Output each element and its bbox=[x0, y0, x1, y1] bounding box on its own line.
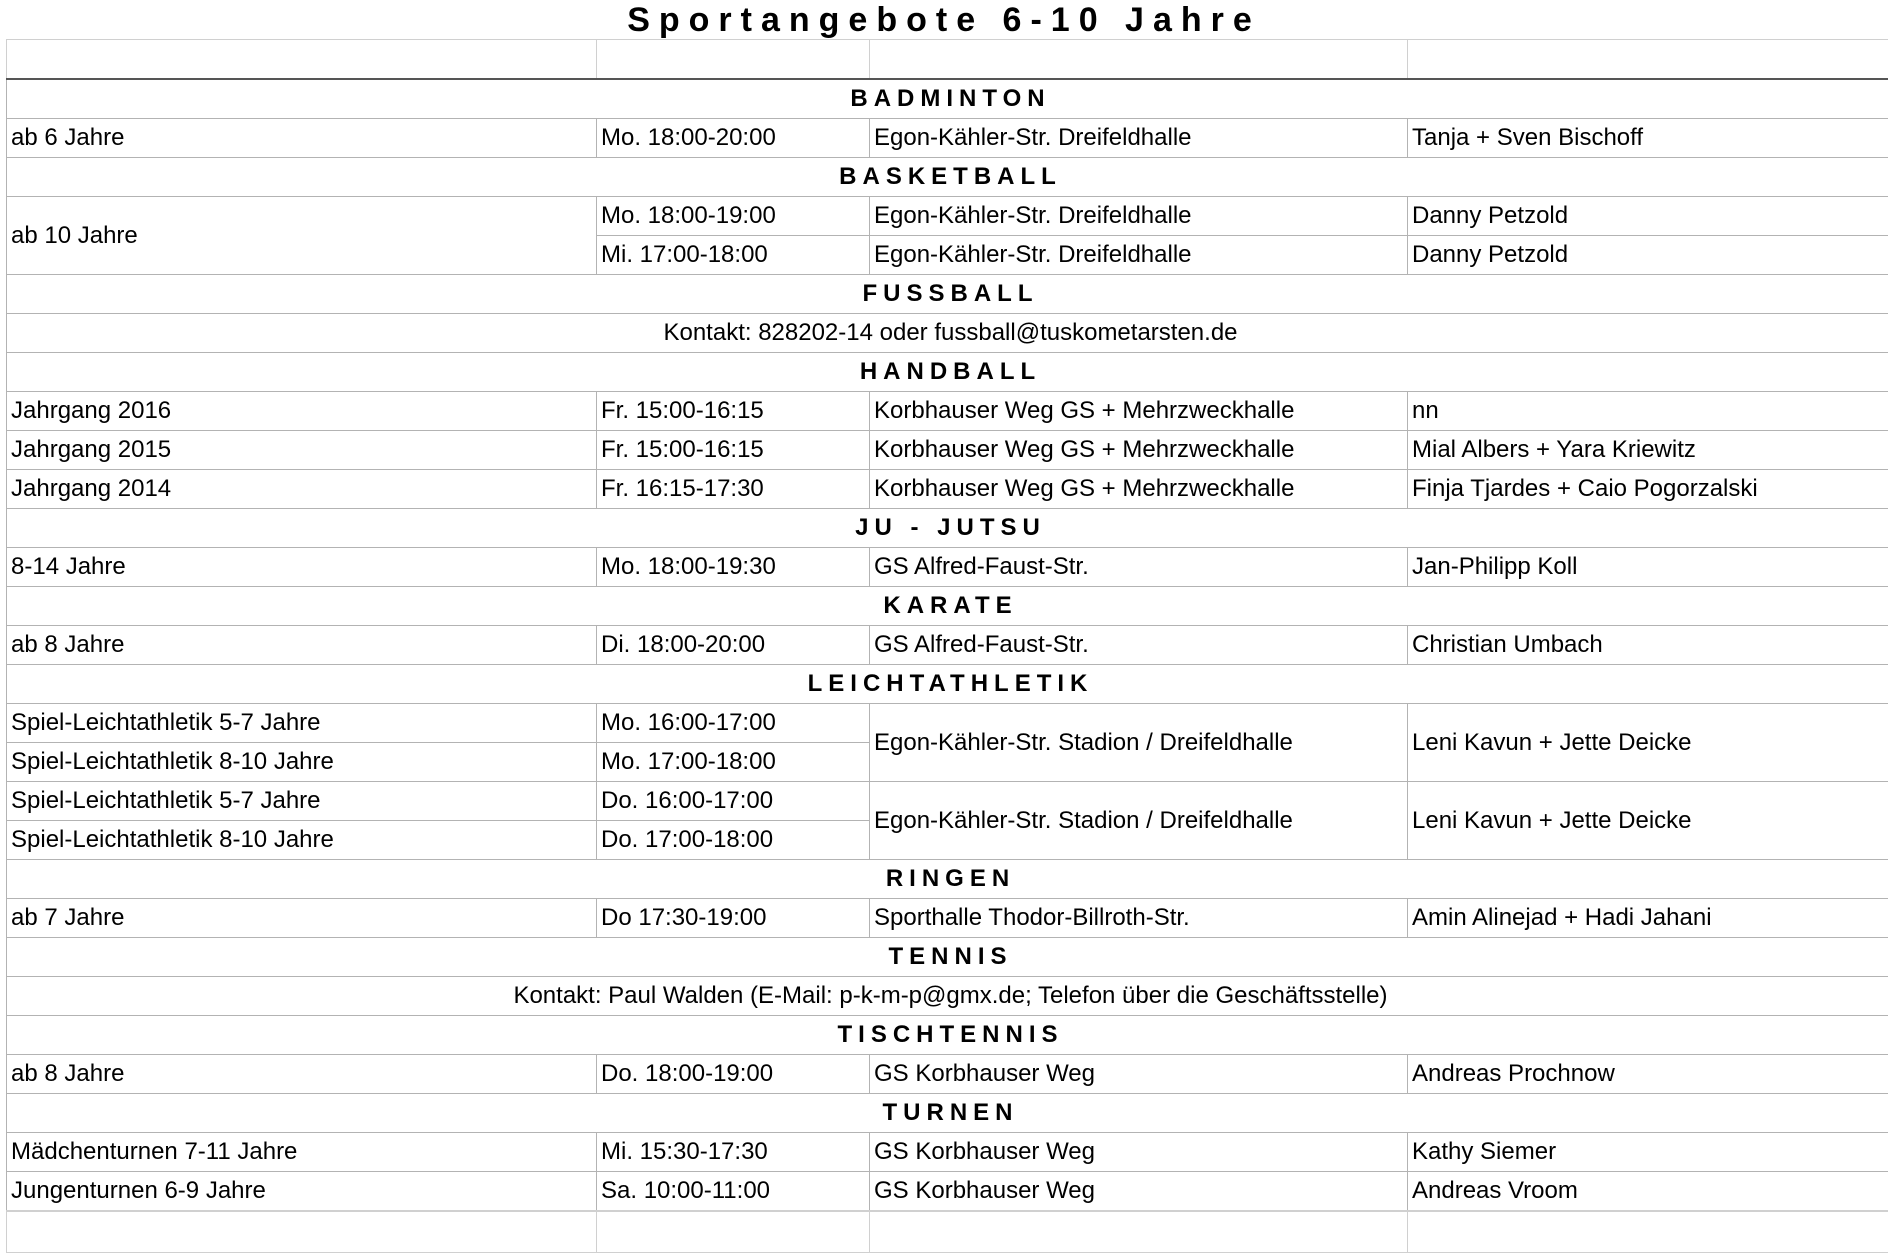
place-cell[interactable]: Korbhauser Weg GS + Mehrzweckhalle bbox=[870, 431, 1408, 470]
section-header-basketball bbox=[7, 158, 1888, 197]
page-title: Sportangebote 6-10 Jahre bbox=[0, 0, 1888, 39]
time-cell[interactable]: Mo. 18:00-19:00 bbox=[597, 197, 870, 236]
section-title[interactable]: BADMINTON bbox=[7, 79, 1888, 119]
section-title[interactable]: RINGEN bbox=[7, 860, 1888, 899]
group-cell[interactable]: Jahrgang 2014 bbox=[7, 470, 597, 509]
place-cell[interactable]: GS Korbhauser Weg bbox=[870, 1133, 1408, 1172]
time-cell[interactable]: Mo. 18:00-20:00 bbox=[597, 119, 870, 158]
section-header-leichtathletik bbox=[7, 665, 1888, 704]
section-title[interactable]: LEICHTATHLETIK bbox=[7, 665, 1888, 704]
trainer-cell[interactable]: Mial Albers + Yara Kriewitz bbox=[1408, 431, 1888, 470]
table-row bbox=[7, 119, 1888, 158]
place-cell[interactable]: Korbhauser Weg GS + Mehrzweckhalle bbox=[870, 470, 1408, 509]
place-cell[interactable]: Egon-Kähler-Str. Stadion / Dreifeldhalle bbox=[870, 782, 1408, 860]
place-cell[interactable]: Egon-Kähler-Str. Dreifeldhalle bbox=[870, 197, 1408, 236]
table-row bbox=[7, 1055, 1888, 1094]
trainer-cell[interactable]: nn bbox=[1408, 392, 1888, 431]
section-header-ringen bbox=[7, 860, 1888, 899]
empty-cell[interactable] bbox=[597, 40, 870, 80]
time-cell[interactable]: Do. 16:00-17:00 bbox=[597, 782, 870, 821]
time-cell[interactable]: Mo. 18:00-19:30 bbox=[597, 548, 870, 587]
trainer-cell[interactable]: Leni Kavun + Jette Deicke bbox=[1408, 704, 1888, 782]
trainer-cell[interactable]: Danny Petzold bbox=[1408, 236, 1888, 275]
table-row bbox=[7, 197, 1888, 236]
empty-cell[interactable] bbox=[7, 40, 597, 80]
empty-cell[interactable] bbox=[7, 1211, 597, 1253]
section-title[interactable]: TENNIS bbox=[7, 938, 1888, 977]
table-row bbox=[7, 548, 1888, 587]
trainer-cell[interactable]: Jan-Philipp Koll bbox=[1408, 548, 1888, 587]
table-row bbox=[7, 704, 1888, 743]
section-header-tischtennis bbox=[7, 1016, 1888, 1055]
time-cell[interactable]: Do 17:30-19:00 bbox=[597, 899, 870, 938]
group-cell[interactable]: ab 8 Jahre bbox=[7, 1055, 597, 1094]
time-cell[interactable]: Do. 17:00-18:00 bbox=[597, 821, 870, 860]
table-row bbox=[7, 626, 1888, 665]
empty-cell[interactable] bbox=[597, 1211, 870, 1253]
group-cell[interactable]: Spiel-Leichtathletik 8-10 Jahre bbox=[7, 743, 597, 782]
group-cell[interactable]: ab 7 Jahre bbox=[7, 899, 597, 938]
section-title[interactable]: TURNEN bbox=[7, 1094, 1888, 1133]
empty-cell[interactable] bbox=[870, 40, 1408, 80]
place-cell[interactable]: Egon-Kähler-Str. Dreifeldhalle bbox=[870, 119, 1408, 158]
group-cell[interactable]: ab 10 Jahre bbox=[7, 197, 597, 275]
place-cell[interactable]: GS Alfred-Faust-Str. bbox=[870, 626, 1408, 665]
section-header-karate bbox=[7, 587, 1888, 626]
time-cell[interactable]: Do. 18:00-19:00 bbox=[597, 1055, 870, 1094]
trainer-cell[interactable]: Leni Kavun + Jette Deicke bbox=[1408, 782, 1888, 860]
table-row bbox=[7, 782, 1888, 821]
section-title[interactable]: TISCHTENNIS bbox=[7, 1016, 1888, 1055]
place-cell[interactable]: GS Korbhauser Weg bbox=[870, 1172, 1408, 1212]
section-header-jujutsu bbox=[7, 509, 1888, 548]
section-title[interactable]: KARATE bbox=[7, 587, 1888, 626]
contact-row bbox=[7, 977, 1888, 1016]
time-cell[interactable]: Fr. 15:00-16:15 bbox=[597, 431, 870, 470]
place-cell[interactable]: Sporthalle Thodor-Billroth-Str. bbox=[870, 899, 1408, 938]
section-title[interactable]: JU - JUTSU bbox=[7, 509, 1888, 548]
group-cell[interactable]: Spiel-Leichtathletik 8-10 Jahre bbox=[7, 821, 597, 860]
trainer-cell[interactable]: Tanja + Sven Bischoff bbox=[1408, 119, 1888, 158]
place-cell[interactable]: Egon-Kähler-Str. Stadion / Dreifeldhalle bbox=[870, 704, 1408, 782]
schedule-table bbox=[6, 39, 1888, 1253]
section-title[interactable]: BASKETBALL bbox=[7, 158, 1888, 197]
contact-cell[interactable]: Kontakt: 828202-14 oder fussball@tuskometarsten.de bbox=[7, 314, 1888, 353]
trainer-cell[interactable]: Kathy Siemer bbox=[1408, 1133, 1888, 1172]
time-cell[interactable]: Sa. 10:00-11:00 bbox=[597, 1172, 870, 1212]
group-cell[interactable]: Spiel-Leichtathletik 5-7 Jahre bbox=[7, 704, 597, 743]
group-cell[interactable]: ab 8 Jahre bbox=[7, 626, 597, 665]
trainer-cell[interactable]: Christian Umbach bbox=[1408, 626, 1888, 665]
time-cell[interactable]: Fr. 16:15-17:30 bbox=[597, 470, 870, 509]
trainer-cell[interactable]: Andreas Vroom bbox=[1408, 1172, 1888, 1212]
contact-row bbox=[7, 314, 1888, 353]
time-cell[interactable]: Di. 18:00-20:00 bbox=[597, 626, 870, 665]
empty-cell[interactable] bbox=[870, 1211, 1408, 1253]
group-cell[interactable]: Spiel-Leichtathletik 5-7 Jahre bbox=[7, 782, 597, 821]
blank-row bbox=[7, 1211, 1888, 1253]
section-title[interactable]: HANDBALL bbox=[7, 353, 1888, 392]
contact-cell[interactable]: Kontakt: Paul Walden (E-Mail: p-k-m-p@gmx.de; Telefon über die Geschäftsstelle) bbox=[7, 977, 1888, 1016]
group-cell[interactable]: Jungenturnen 6-9 Jahre bbox=[7, 1172, 597, 1212]
trainer-cell[interactable]: Danny Petzold bbox=[1408, 197, 1888, 236]
time-cell[interactable]: Mi. 15:30-17:30 bbox=[597, 1133, 870, 1172]
time-cell[interactable]: Fr. 15:00-16:15 bbox=[597, 392, 870, 431]
place-cell[interactable]: Egon-Kähler-Str. Dreifeldhalle bbox=[870, 236, 1408, 275]
time-cell[interactable]: Mo. 17:00-18:00 bbox=[597, 743, 870, 782]
table-row bbox=[7, 899, 1888, 938]
section-header-turnen bbox=[7, 1094, 1888, 1133]
trainer-cell[interactable]: Finja Tjardes + Caio Pogorzalski bbox=[1408, 470, 1888, 509]
group-cell[interactable]: Mädchenturnen 7-11 Jahre bbox=[7, 1133, 597, 1172]
table-row bbox=[7, 470, 1888, 509]
section-header-badminton bbox=[7, 79, 1888, 119]
empty-cell[interactable] bbox=[1408, 40, 1888, 80]
table-row bbox=[7, 392, 1888, 431]
group-cell[interactable]: Jahrgang 2015 bbox=[7, 431, 597, 470]
section-title[interactable]: FUSSBALL bbox=[7, 275, 1888, 314]
table-row bbox=[7, 1133, 1888, 1172]
place-cell[interactable]: GS Alfred-Faust-Str. bbox=[870, 548, 1408, 587]
section-header-handball bbox=[7, 353, 1888, 392]
group-cell[interactable]: 8-14 Jahre bbox=[7, 548, 597, 587]
table-row bbox=[7, 431, 1888, 470]
place-cell[interactable]: Korbhauser Weg GS + Mehrzweckhalle bbox=[870, 392, 1408, 431]
place-cell[interactable]: GS Korbhauser Weg bbox=[870, 1055, 1408, 1094]
blank-row bbox=[7, 40, 1888, 80]
empty-cell[interactable] bbox=[1408, 1211, 1888, 1253]
group-cell[interactable]: Jahrgang 2016 bbox=[7, 392, 597, 431]
time-cell[interactable]: Mo. 16:00-17:00 bbox=[597, 704, 870, 743]
trainer-cell[interactable]: Andreas Prochnow bbox=[1408, 1055, 1888, 1094]
section-header-tennis bbox=[7, 938, 1888, 977]
section-header-fussball bbox=[7, 275, 1888, 314]
trainer-cell[interactable]: Amin Alinejad + Hadi Jahani bbox=[1408, 899, 1888, 938]
table-row bbox=[7, 1172, 1888, 1212]
time-cell[interactable]: Mi. 17:00-18:00 bbox=[597, 236, 870, 275]
group-cell[interactable]: ab 6 Jahre bbox=[7, 119, 597, 158]
